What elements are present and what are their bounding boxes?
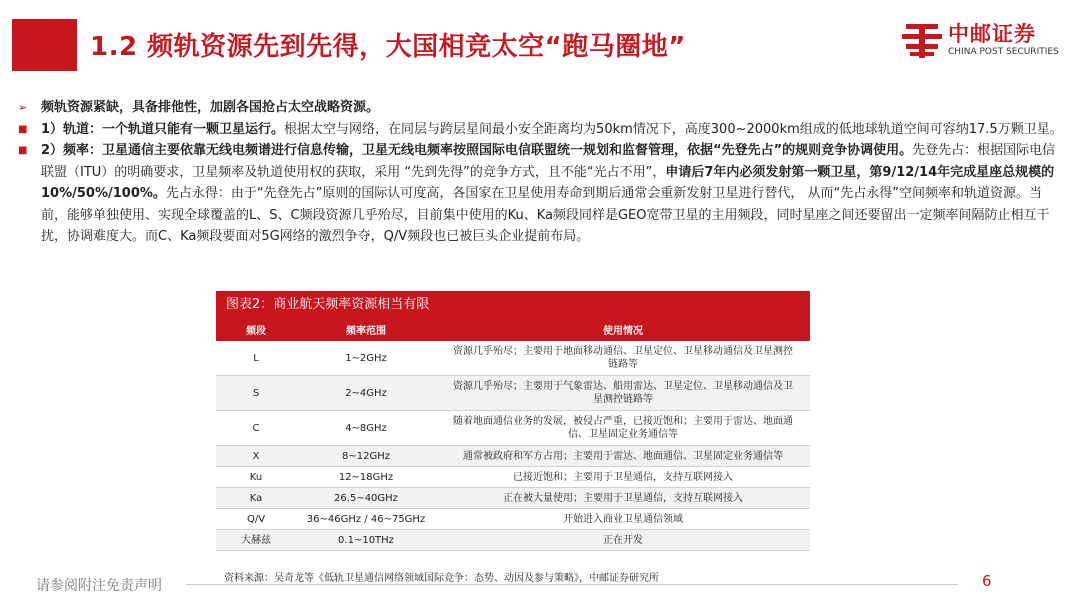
table-source: 资料来源：吴奇龙等《低轨卫星通信网络领域国际竞争：态势、动因及参与策略》，中邮证券研究所: [224, 573, 659, 584]
header-range: 频率范围: [296, 318, 436, 341]
paragraph-intro: [16, 97, 1066, 119]
usage-cell: 已接近饱和；主要用于卫星通信，支持互联网接入: [436, 467, 810, 488]
header-usage: 使用情况: [436, 318, 810, 341]
frequency-table: [216, 318, 810, 551]
page-number: 6: [982, 572, 992, 590]
range-cell: 1~2GHz: [296, 341, 436, 376]
range-cell: 36~46GHz / 46~75GHz: [296, 509, 436, 530]
band-cell: S: [216, 376, 296, 411]
table-row: [216, 446, 810, 467]
header-band: 频段: [216, 318, 296, 341]
band-cell: Ka: [216, 488, 296, 509]
usage-cell: 随着地面通信业务的发展，被侵占严重，已接近饱和；主要用于雷达、地面通信、卫星固定业务通信等: [436, 411, 810, 446]
table-title: 图表2：商业航天频率资源相当有限: [216, 291, 810, 318]
title-accent-bar: [12, 19, 77, 71]
logo-english-text: CHINA POST SECURITIES: [948, 47, 1059, 57]
band-cell: L: [216, 341, 296, 376]
usage-cell: 资源几乎殆尽；主要用于气象雷达、船用雷达、卫星定位、卫星移动通信及卫星测控链路等: [436, 376, 810, 411]
footer-divider: [186, 584, 958, 585]
page-title: 1.2 频轨资源先到先得，大国相竞太空“跑马圈地”: [90, 32, 686, 62]
usage-cell: 通常被政府和军方占用；主要用于雷达、地面通信、卫星固定业务通信等: [436, 446, 810, 467]
range-cell: 0.1~10THz: [296, 530, 436, 551]
range-cell: 2~4GHz: [296, 376, 436, 411]
square-bullet-icon: ■: [18, 145, 28, 156]
table-row: [216, 509, 810, 530]
table-row: [216, 467, 810, 488]
range-cell: 8~12GHz: [296, 446, 436, 467]
frequency-text-2: 先占永得：由于“先登先占”原则的国际认可度高，各国家在卫星使用寿命到期后通常会重新发射卫星进行替代， 从而“先占永得”空间频率和轨道资源。当前，能够单独使用、实现全球覆盖的L、S、C频段资源几乎殆尽，目前集中使用的Ku、Ka频段同样是GEO宽带卫星的主用频段，同时星座之间还要留出一定频率间隔防止相互干扰，协调难度大。而C、Ka频段要面对5G网络的激烈争夺，Q/V频段也已被巨头企业提前布局。: [41, 186, 1050, 244]
arrow-bullet-icon: ➢: [18, 101, 28, 114]
logo-chinese-text: 中邮证券: [948, 22, 1036, 46]
square-bullet-icon: ■: [18, 123, 28, 135]
usage-cell: 资源几乎殆尽；主要用于地面移动通信、卫星定位、卫星移动通信及卫星测控链路等: [436, 341, 810, 376]
paragraph-orbit: [16, 119, 1066, 141]
band-cell: X: [216, 446, 296, 467]
table-header-row: [216, 318, 810, 341]
usage-cell: 正在开发: [436, 530, 810, 551]
band-cell: C: [216, 411, 296, 446]
table-row: [216, 411, 810, 446]
company-logo: [900, 18, 1070, 64]
frequency-table-panel: [216, 291, 810, 551]
table-row: [216, 530, 810, 551]
china-post-logo-icon: [900, 20, 944, 60]
disclaimer-text: 请参阅附注免责声明: [36, 578, 162, 594]
table-row: [216, 376, 810, 411]
paragraph-frequency: [16, 140, 1066, 248]
band-cell: Q/V: [216, 509, 296, 530]
range-cell: 4~8GHz: [296, 411, 436, 446]
table-row: [216, 341, 810, 376]
band-cell: 大赫兹: [216, 530, 296, 551]
orbit-heading: 1）轨道：一个轨道只能有一颗卫星运行。: [41, 121, 285, 137]
orbit-text: 根据太空与网络，在同层与跨层星间最小安全距离均为50km情况下，高度300~2000km组成的低地球轨道空间可容纳17.5万颗卫星。: [284, 121, 1063, 137]
band-cell: Ku: [216, 467, 296, 488]
frequency-heading: 2）频率：卫星通信主要依靠无线电频谱进行信息传输，卫星无线电频率按照国际电信联盟统一规划和监督管理，依据“先登先占”的规则竞争协调使用。: [41, 143, 913, 158]
frequency-rule-text: 申请后7年内必须发射第一颗卫星，第9/12/14年完成星座总规模的10%/50%/100%。: [41, 164, 1055, 201]
range-cell: 12~18GHz: [296, 467, 436, 488]
frequency-text-1: 先登先占：根据国际电信联盟（ITU）的明确要求，卫星频率及轨道使用权的获取，采用 “先到先得”的竞争方式，且不能“光占不用”，: [41, 143, 1056, 180]
range-cell: 26.5~40GHz: [296, 488, 436, 509]
table-row: [216, 488, 810, 509]
main-body: [16, 97, 1066, 248]
usage-cell: 开始进入商业卫星通信领域: [436, 509, 810, 530]
usage-cell: 正在被大量使用；主要用于卫星通信，支持互联网接入: [436, 488, 810, 509]
intro-text: 频轨资源紧缺，具备排他性，加剧各国抢占太空战略资源。: [41, 100, 380, 115]
